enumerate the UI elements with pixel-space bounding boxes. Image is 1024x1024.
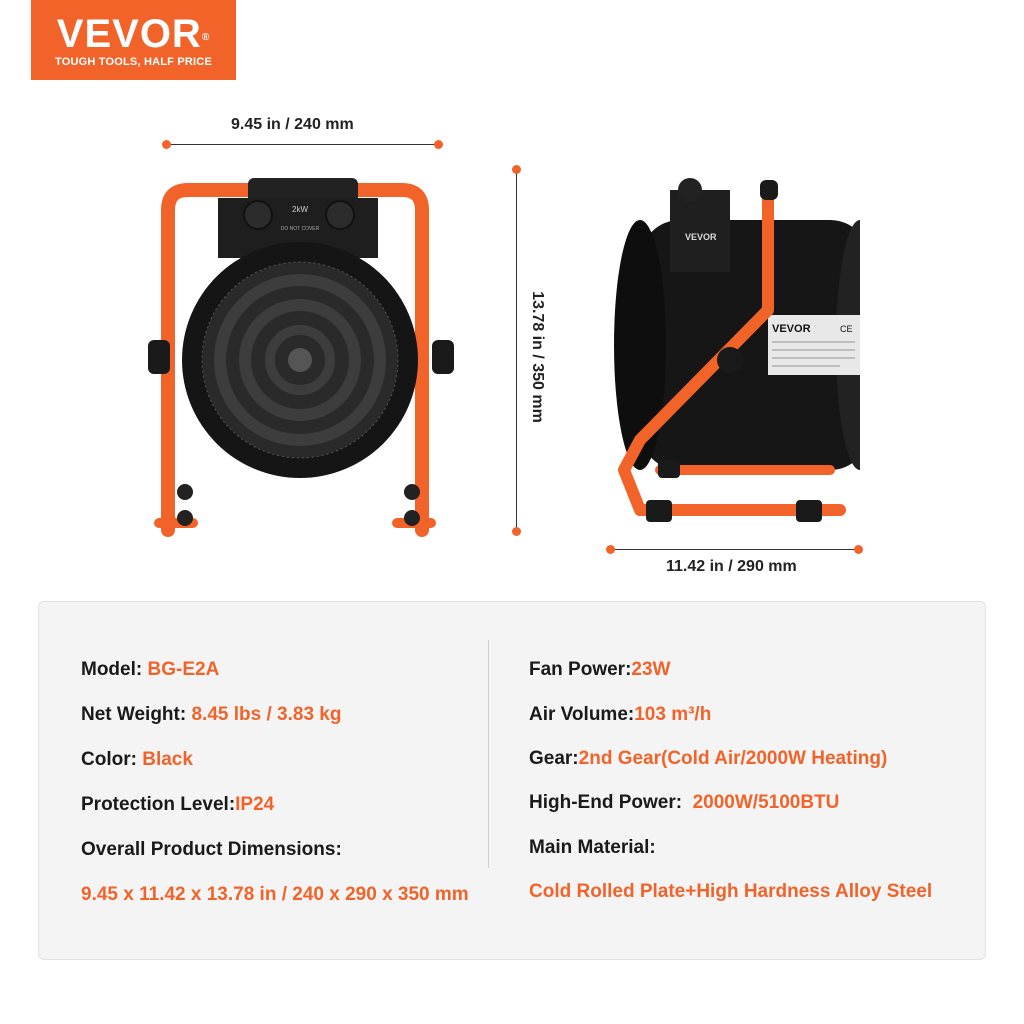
control-knob-right — [326, 201, 354, 229]
logo-tagline: TOUGH TOOLS, HALF PRICE — [55, 56, 212, 68]
heater-front-view — [140, 170, 470, 540]
spec-fan-power: Fan Power:23W — [529, 659, 671, 680]
heater-side-view — [600, 170, 860, 530]
spec-gear: Gear:2nd Gear(Cold Air/2000W Heating) — [529, 748, 888, 769]
spec-air-volume: Air Volume:103 m³/h — [529, 704, 712, 725]
depth-dimension-line — [611, 549, 859, 550]
spec-net-weight: Net Weight: 8.45 lbs / 3.83 kg — [81, 704, 342, 725]
control-knob-left — [244, 201, 272, 229]
spec-high-end-power: High-End Power: 2000W/5100BTU — [529, 792, 840, 813]
side-pivot-knob — [717, 347, 743, 373]
spec-panel — [38, 601, 986, 960]
warning-label: DO NOT COVER — [280, 226, 320, 232]
ce-mark: CE — [840, 324, 853, 334]
spec-divider — [488, 640, 489, 868]
spec-model: Model: BG-E2A — [81, 659, 220, 680]
depth-dimension-start-dot — [606, 545, 615, 554]
depth-dimension-label: 11.42 in / 290 mm — [666, 558, 797, 575]
height-dimension-start-dot — [512, 165, 521, 174]
power-label: 2kW — [292, 205, 308, 214]
height-dimension-line — [516, 169, 517, 531]
side-brand-label: VEVOR — [685, 232, 717, 242]
width-dimension-line — [167, 144, 439, 145]
vevor-logo — [31, 0, 236, 80]
spec-main-material-label: Main Material: — [529, 837, 656, 858]
fan-hub — [288, 348, 312, 372]
side-knob-left — [148, 340, 170, 374]
spec-overall-dimensions-label: Overall Product Dimensions: — [81, 839, 342, 860]
spec-protection-level: Protection Level:IP24 — [81, 794, 275, 815]
width-dimension-end-dot — [434, 140, 443, 149]
logo-brand: VEVOR® — [56, 12, 211, 56]
height-dimension-label: 13.78 in / 350 mm — [529, 291, 546, 423]
plate-brand-label: VEVOR — [772, 323, 811, 335]
width-dimension-label: 9.45 in / 240 mm — [231, 116, 354, 133]
height-dimension-end-dot — [512, 527, 521, 536]
spec-main-material-value: Cold Rolled Plate+High Hardness Alloy Steel — [529, 881, 933, 902]
side-knob-right — [432, 340, 454, 374]
spec-overall-dimensions-value: 9.45 x 11.42 x 13.78 in / 240 x 290 x 350 mm — [81, 884, 469, 905]
width-dimension-start-dot — [162, 140, 171, 149]
depth-dimension-end-dot — [854, 545, 863, 554]
spec-color: Color: Black — [81, 749, 193, 770]
